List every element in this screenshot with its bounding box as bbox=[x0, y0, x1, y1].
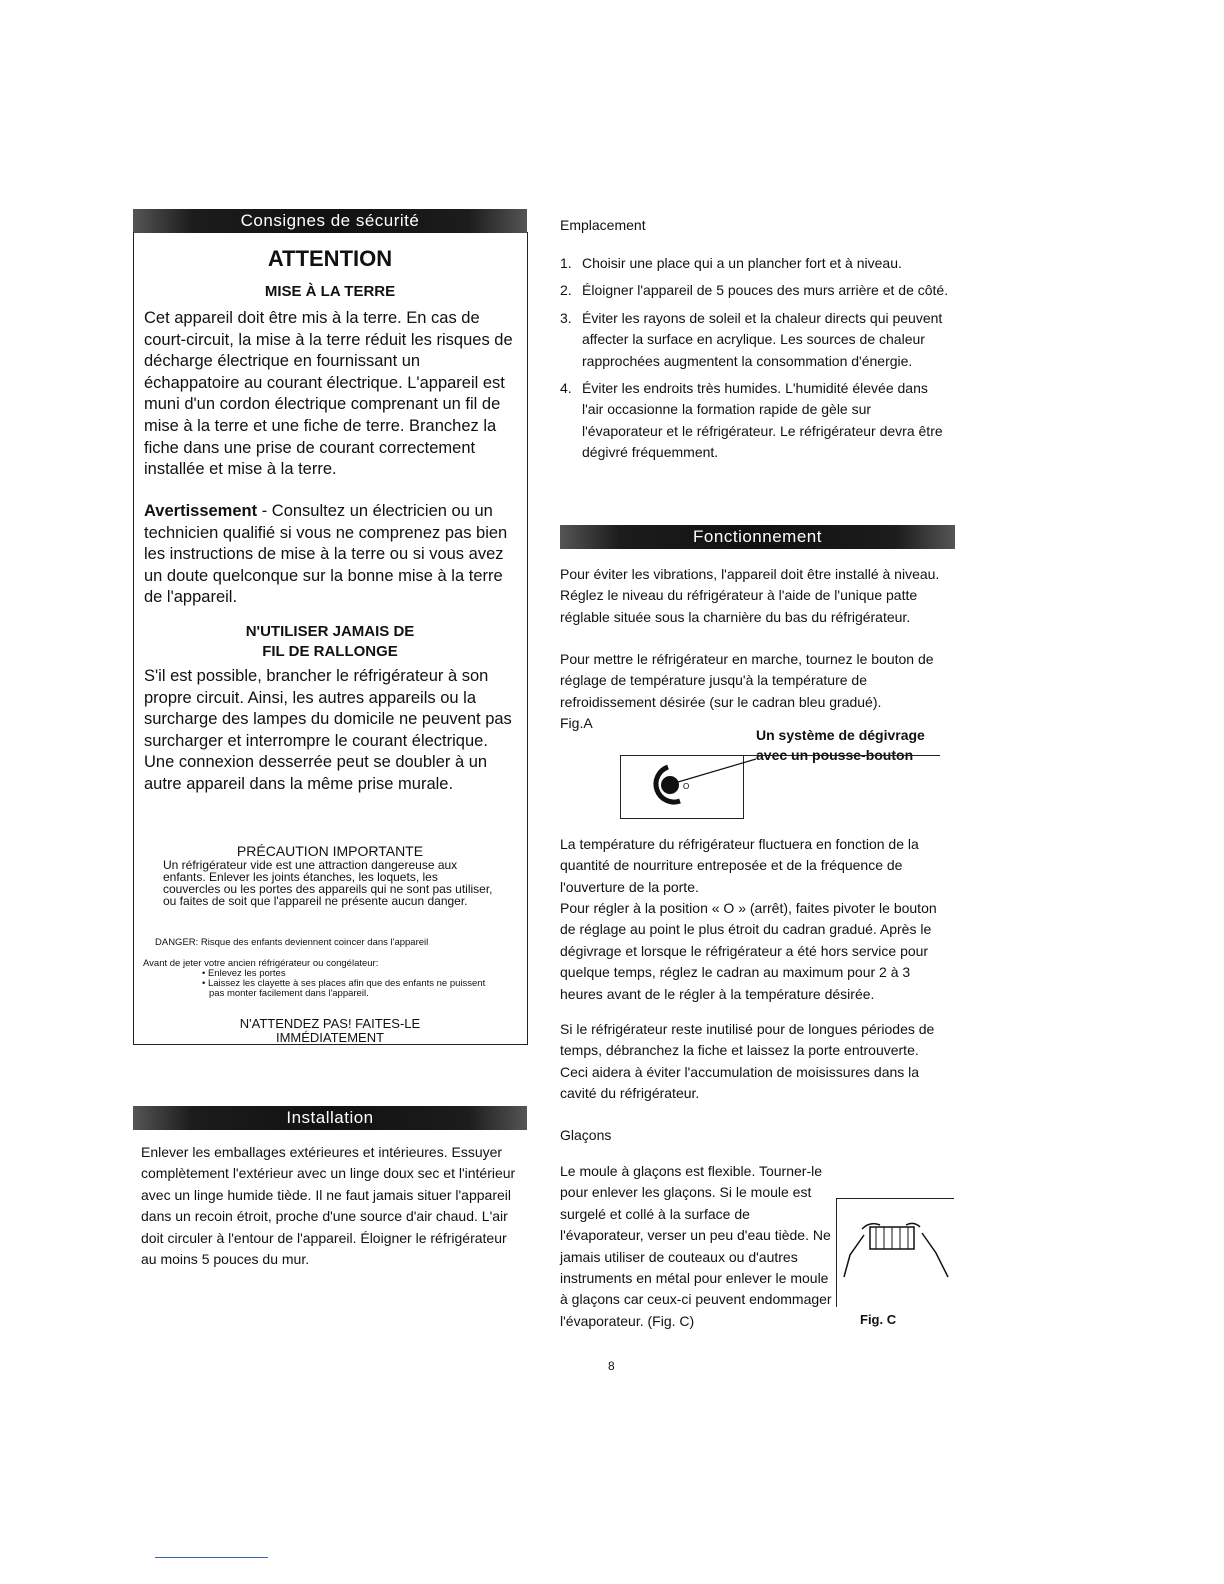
safety-banner bbox=[133, 209, 527, 233]
fig-c-label: Fig. C bbox=[860, 1312, 897, 1327]
precaution-text: Un réfrigérateur vide est une attraction dangereuse aux enfants. Enlever les joints étanches, les loquets, les couvercles ou les portes des appareils qui ne sont pas utiliser, ou faites de soit que l'appareil ne présente aucun danger. bbox=[163, 858, 493, 908]
before-text: Avant de jeter votre ancien réfrigérateur ou congélateur: bbox=[143, 958, 379, 969]
warning-paragraph bbox=[144, 501, 514, 609]
item-text: Éloigner l'appareil de 5 pouces des murs arrière et de côté. bbox=[582, 282, 949, 299]
fig-a-caption bbox=[756, 725, 925, 765]
page-number: 8 bbox=[608, 1359, 615, 1373]
ground-text: Cet appareil doit être mis à la terre. En cas de court-circuit, la mise à la terre réduit les risques de décharge électrique en fournissant un échappatoire au courant électrique. L'appareil est muni d'un cordon électrique comprenant un fil de mise à la terre et une fiche de terre. Branchez la fiche dans une prise de courant correctement installée et mise à la terre. bbox=[144, 309, 513, 479]
item-number: 1. bbox=[560, 255, 572, 271]
installation-banner bbox=[133, 1106, 527, 1130]
item-text: Éviter les rayons de soleil et la chaleur directs qui peuvent affecter la surface en acrylique. Les sources de chaleur rapprochées augmentent la consommation d'énergie. bbox=[582, 309, 943, 369]
operation-p2: Pour mettre le réfrigérateur en marche, tournez le bouton de réglage de température jusqu'à la température de refroidissement désirée (sur le cadran bleu gradué). bbox=[560, 651, 934, 710]
warning-text: - Consultez un électricien ou un technicien qualifié si vous ne comprenez pas bien les instructions de mise à la terre ou si vous avez un doute quelconque sur la bonne mise à la terre de l'appareil. bbox=[144, 502, 508, 607]
bullet-item: • Laissez les clayette à ses places afin que des enfants ne puissent pas monter facilement dans l'appareil. bbox=[202, 978, 486, 999]
placement-list bbox=[560, 253, 950, 470]
operation-p5: Si le réfrigérateur reste inutilisé pour de longues périodes de temps, débranchez la fiche et laissez la porte entrouverte. Ceci aidera à éviter l'accumulation de moisissures dans la cavité du réfrigérateur. bbox=[560, 1021, 935, 1102]
dial-mark: O bbox=[683, 782, 690, 791]
precaution-heading: PRÉCAUTION IMPORTANTE bbox=[236, 843, 424, 859]
placement-item bbox=[560, 308, 950, 372]
placement-item bbox=[560, 378, 950, 464]
ice-text: Le moule à glaçons est flexible. Tourner-le pour enlever les glaçons. Si le moule est surgelé et collé à la surface de l'évaporateur, verser un peu d'eau tiède. Ne jamais utiliser de couteaux ou d'autres instruments en métal pour enlever le moule à glaçons car ceux-ci peuvent endommager l'évaporateur. (Fig. C) bbox=[560, 1163, 832, 1329]
ice-tray-twist-icon bbox=[836, 1205, 954, 1295]
bullet-list bbox=[202, 969, 502, 999]
attention-heading: ATTENTION bbox=[267, 246, 393, 271]
extension-heading bbox=[133, 622, 527, 662]
footer-rule bbox=[155, 1557, 268, 1558]
operation-banner bbox=[560, 525, 955, 549]
item-text: Éviter les endroits très humides. L'humidité élevée dans l'air occasionne la formation rapide de gèle sur l'évaporateur et le réfrigérateur. Le réfrigérateur devra être dégivré fréquemment. bbox=[582, 380, 943, 461]
fig-a-label: Fig.A bbox=[560, 715, 593, 731]
operation-p4: Pour régler à la position « O » (arrêt), faites pivoter le bouton de réglage au point le plus étroit du cadran gradué. Après le dégivrage et lorsque le réfrigérateur a été hors service pour quelque temps, réglez le cadran au maximum pour 2 à 3 heures avant de le régler à la température désirée. bbox=[560, 900, 937, 1002]
extension-text: S'il est possible, brancher le réfrigérateur à son propre circuit. Ainsi, les autres appareils ou la surcharge des lampes du domicile ne peuvent pas surcharger et interrompre le courant électrique. Une connexion desserrée peut se doubler à un autre appareil dans la même prise murale. bbox=[144, 667, 512, 793]
item-text: Choisir une place qui a un plancher fort et à niveau. bbox=[582, 255, 902, 271]
safety-banner-title: Consignes de sécurité bbox=[240, 211, 420, 230]
placement-item bbox=[560, 253, 950, 274]
final-warning-line1: N'ATTENDEZ PAS! FAITES-LE bbox=[239, 1016, 421, 1031]
placement-heading: Emplacement bbox=[560, 217, 646, 233]
operation-p1: Pour éviter les vibrations, l'appareil doit être installé à niveau. Réglez le niveau du réfrigérateur à l'aide de l'unique patte réglable située sous la charnière du bas du réfrigérateur. bbox=[560, 566, 940, 625]
fig-a-caption-line2: avec un pousse-bouton bbox=[756, 747, 914, 763]
bullet-item: • Enlevez les portes bbox=[202, 968, 286, 979]
ground-heading: MISE À LA TERRE bbox=[264, 283, 396, 300]
item-number: 3. bbox=[560, 309, 572, 326]
bullet-text: Laissez les clayette à ses places afin que des enfants ne puissent pas monter facilement dans l'appareil. bbox=[207, 978, 486, 999]
warning-label: Avertissement bbox=[144, 502, 258, 520]
installation-text: Enlever les emballages extérieures et intérieures. Essuyer complètement l'extérieur avec un linge doux sec et l'intérieur avec un linge humide tiède. Il ne faut jamais situer l'appareil dans un recoin étroit, proche d'une source d'air chaud. L'air doit circuler à l'entour de l'appareil. Éloigner le réfrigérateur au moins 5 pouces du mur. bbox=[141, 1144, 516, 1268]
extension-heading-line2: FIL DE RALLONGE bbox=[262, 643, 398, 660]
installation-banner-title: Installation bbox=[286, 1108, 374, 1127]
extension-heading-line1: N'UTILISER JAMAIS DE bbox=[245, 623, 415, 640]
final-warning bbox=[133, 1017, 527, 1045]
item-number: 4. bbox=[560, 380, 572, 397]
placement-item bbox=[560, 280, 950, 301]
bullet-text: Enlevez les portes bbox=[207, 968, 286, 979]
item-number: 2. bbox=[560, 282, 572, 299]
ice-heading: Glaçons bbox=[560, 1127, 612, 1143]
danger-text: DANGER: Risque des enfants deviennent coincer dans l'appareil bbox=[155, 937, 429, 948]
final-warning-line2: IMMÉDIATEMENT bbox=[275, 1030, 385, 1045]
fig-a-caption-line1: Un système de dégivrage bbox=[756, 727, 925, 743]
defrost-dial-icon bbox=[640, 755, 760, 815]
operation-banner-title: Fonctionnement bbox=[693, 527, 822, 546]
operation-p3: La température du réfrigérateur fluctuera en fonction de la quantité de nourriture entreposée et de la fréquence de l'ouverture de la porte. bbox=[560, 836, 919, 895]
